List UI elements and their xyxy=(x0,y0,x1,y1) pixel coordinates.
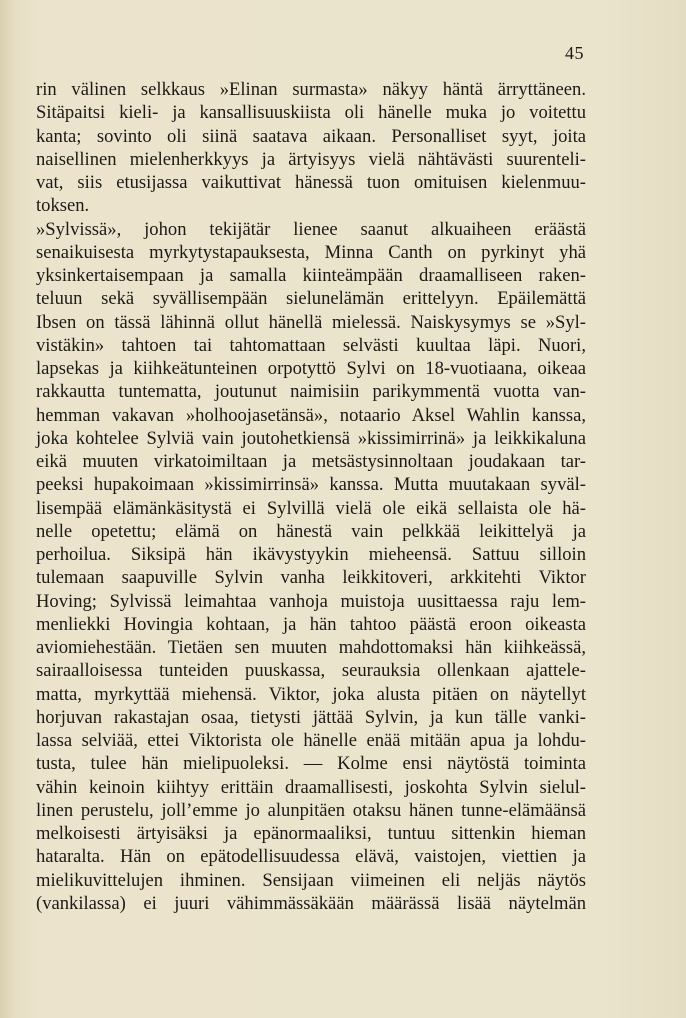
text-line: aviomiehestään. Tietäen sen muuten mahdottomaksi hän kiihkeässä, xyxy=(36,637,586,658)
text-line: senaikuisesta myrkytystapauksesta, Minna Canth on pyrkinyt yhä xyxy=(36,241,586,263)
text-line: mielikuvittelujen ihminen. Sensijaan viimeinen eli neljäs näytös xyxy=(36,869,586,891)
text-line: vistäkin» tahtoen tai tahtomattaan selvästi kuultaa läpi. Nuori, xyxy=(36,334,586,356)
text-line: yksinkertaisempaan ja samalla kiinteämpään draamalliseen raken- xyxy=(36,265,586,286)
text-line: toksen. xyxy=(36,195,90,217)
text-line: horjuvan rakastajan osaa, tietysti jättää Sylvin, ja kun tälle vanki- xyxy=(36,706,586,728)
text-line: Hoving; Sylvissä leimahtaa vanhoja muistoja uusittaessa raju lem- xyxy=(36,590,586,612)
text-line: rin välinen selkkaus »Elinan surmasta» näkyy häntä ärryttäneen. xyxy=(36,79,586,100)
text-line: rakkautta tuntematta, joutunut naimisiin parikymmentä vuotta van- xyxy=(36,381,586,403)
page-number: 45 xyxy=(565,43,584,63)
text-line: linen perustelu, joll’emme jo alunpitäen otaksu hänen tunne-elämäänsä xyxy=(36,799,586,821)
text-line: kanta; sovinto oli siinä saatava aikaan. Personalliset syyt, joita xyxy=(36,125,586,147)
text-line: lapsekas ja kiihkeätunteinen orpotyttö Sylvi on 18-vuotiaana, oikeaa xyxy=(36,358,586,379)
text-line: tusta, tulee hän mielipuoleksi. — Kolme ensi näytöstä toiminta xyxy=(36,753,586,775)
text-line: Sitäpaitsi kieli- ja kansallisuuskiista oli hänelle muka jo voitettu xyxy=(36,102,586,124)
text-line: peeksi hupakoimaan »kissimirrinsä» kanssa. Mutta muutakaan syväl- xyxy=(36,474,586,496)
text-line: hataralta. Hän on epätodellisuudessa elävä, vaistojen, viettien ja xyxy=(36,846,586,868)
text-line: lassa selviää, ettei Viktorista ole hänelle enää mitään apua ja lohdu- xyxy=(36,730,586,751)
text-line: menliekki Hovingia kohtaan, ja hän tahtoo päästä eroon oikeasta xyxy=(36,613,586,635)
text-line: melkoisesti ärtyisäksi ja epänormaaliksi, tuntuu sittenkin hieman xyxy=(36,823,586,844)
text-line: perhoilua. Siksipä hän ikävystyykin mieheensä. Sattuu silloin xyxy=(36,544,586,565)
text-line: tulemaan saapuville Sylvin vanha leikkitoveri, arkkitehti Viktor xyxy=(36,567,586,589)
text-line: vähin keinoin kiihtyy erittäin draamallisesti, joskohta Sylvin sielul- xyxy=(36,776,586,798)
text-line: vat, siis etusijassa vaikuttivat hänessä tuon omituisen kielenmuu- xyxy=(36,172,586,193)
text-line: »Sylvissä», johon tekijätär lienee saanut alkuaiheen eräästä xyxy=(36,218,586,240)
text-line: nelle opetettu; elämä on hänestä vain pelkkää leikittelyä ja xyxy=(36,520,586,542)
text-line: sairaalloisessa tunteiden puuskassa, seurauksia ollenkaan ajattele- xyxy=(36,660,586,682)
text-line: (vankilassa) ei juuri vähimmässäkään määrässä lisää näytelmän xyxy=(36,892,586,914)
text-line: naisellinen mielenherkkyys ja ärtyisyys vielä nähtävästi suurenteli- xyxy=(36,148,586,170)
text-line: lisempää elämänkäsitystä ei Sylvillä vielä ole eikä sellaista ole hä- xyxy=(36,497,586,519)
text-line: teluun sekä syvällisempään sielunelämän erittelyyn. Epäilemättä xyxy=(36,288,586,310)
text-line: matta, myrkyttää miehensä. Viktor, joka alusta pitäen on näytellyt xyxy=(36,683,586,705)
text-line: joka kohtelee Sylviä vain joutohetkiensä »kissimirrinä» ja leikkikaluna xyxy=(36,427,586,449)
text-line: hemman vakavan »holhoojasetänsä», notaario Aksel Wahlin kanssa, xyxy=(36,404,586,426)
text-line: Ibsen on tässä lähinnä ollut hänellä mielessä. Naiskysymys se »Syl- xyxy=(36,311,586,333)
text-line: eikä muuten virkatoimiltaan ja metsästysinnoltaan joudakaan tar- xyxy=(36,451,586,472)
body-text xyxy=(36,78,586,915)
